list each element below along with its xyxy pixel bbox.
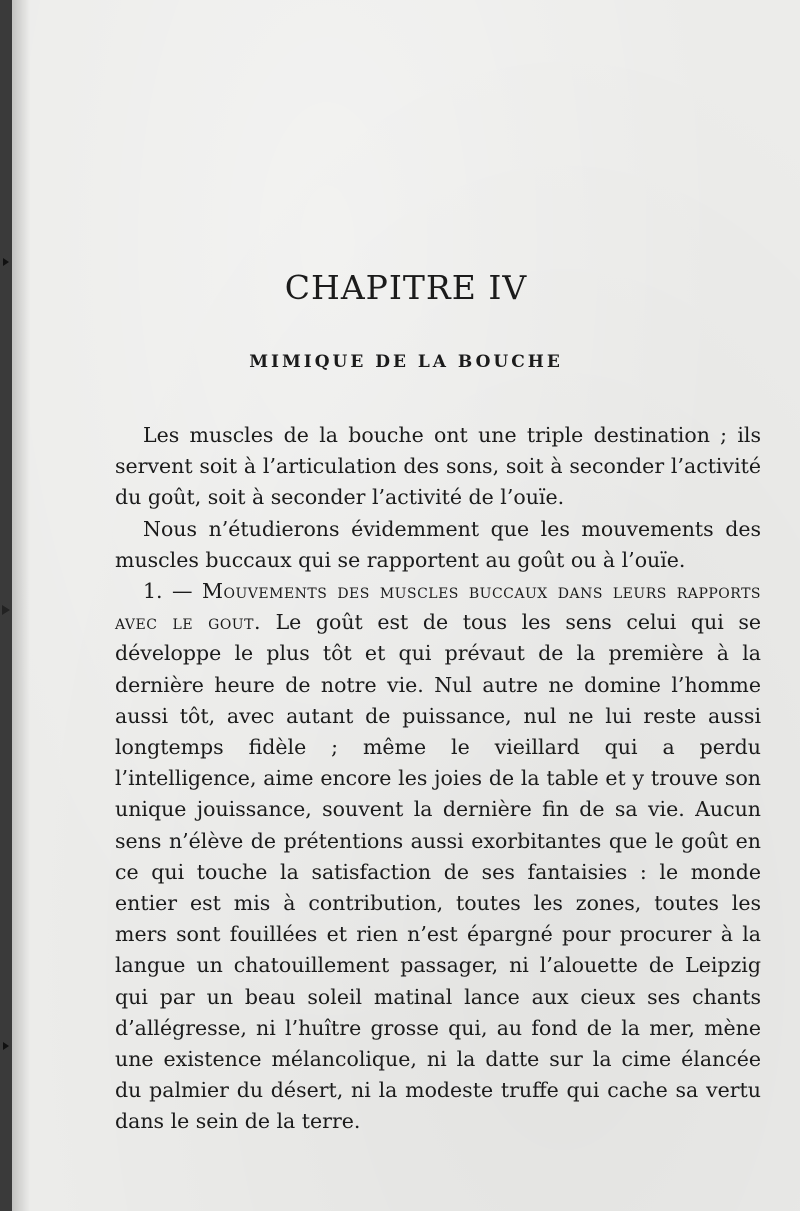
paragraph-3 [115, 576, 761, 1138]
section-heading: Mouvements des muscles buccaux dans leurs rapports avec le gout. [115, 579, 761, 635]
chapter-title: CHAPITRE IV [284, 268, 528, 307]
margin-mark-icon [2, 605, 10, 615]
paragraph-1: Les muscles de la bouche ont une triple destination ; ils servent soit à l’articulation des sons, soit à seconder l’activité du goût, soit à seconder l’activité de l’ouïe. [115, 423, 761, 510]
margin-mark-icon [3, 1042, 9, 1050]
page-gutter-shadow [12, 0, 30, 1211]
paragraph-2: Nous n’étudierons évidemment que les mouvements des muscles buccaux qui se rapportent au goût ou à l’ouïe. [115, 516, 761, 572]
chapter-body [115, 420, 761, 1138]
section-text: Le goût est de tous les sens celui qui se développe le plus tôt et qui prévaut de la première à la dernière heure de notre vie. Nul autre ne domine l’homme aussi tôt, avec autant de puissance, nul ne lui reste aussi longtemps fidèle ; même le vieillard qui a perdu l’intelligence, aime encore les joies de la table et y trouve son unique jouissance, souvent la dernière fin de sa vie. Aucun sens n’élève de prétentions aussi exorbitantes que le goût en ce qui touche la satisfaction de ses fantaisies : le monde entier est mis à contribution, toutes les zones, toutes les mers sont fouillées et rien n’est épargné pour procurer à la langue un chatouillement passager, ni l’alouette de Leipzig qui par un beau soleil matinal lance aux cieux ses chants d’allégresse, ni l’huître grosse qui, au fond de la mer, mène une existence mélancolique, ni la datte sur la cime élancée du palmier du désert, ni la modeste truffe qui cache sa vertu dans le sein de la terre. [115, 610, 761, 1134]
margin-mark-icon [3, 258, 9, 266]
book-page [12, 0, 800, 1211]
chapter-subtitle: MIMIQUE DE LA BOUCHE [249, 352, 563, 372]
section-number: 1. — [143, 579, 193, 604]
